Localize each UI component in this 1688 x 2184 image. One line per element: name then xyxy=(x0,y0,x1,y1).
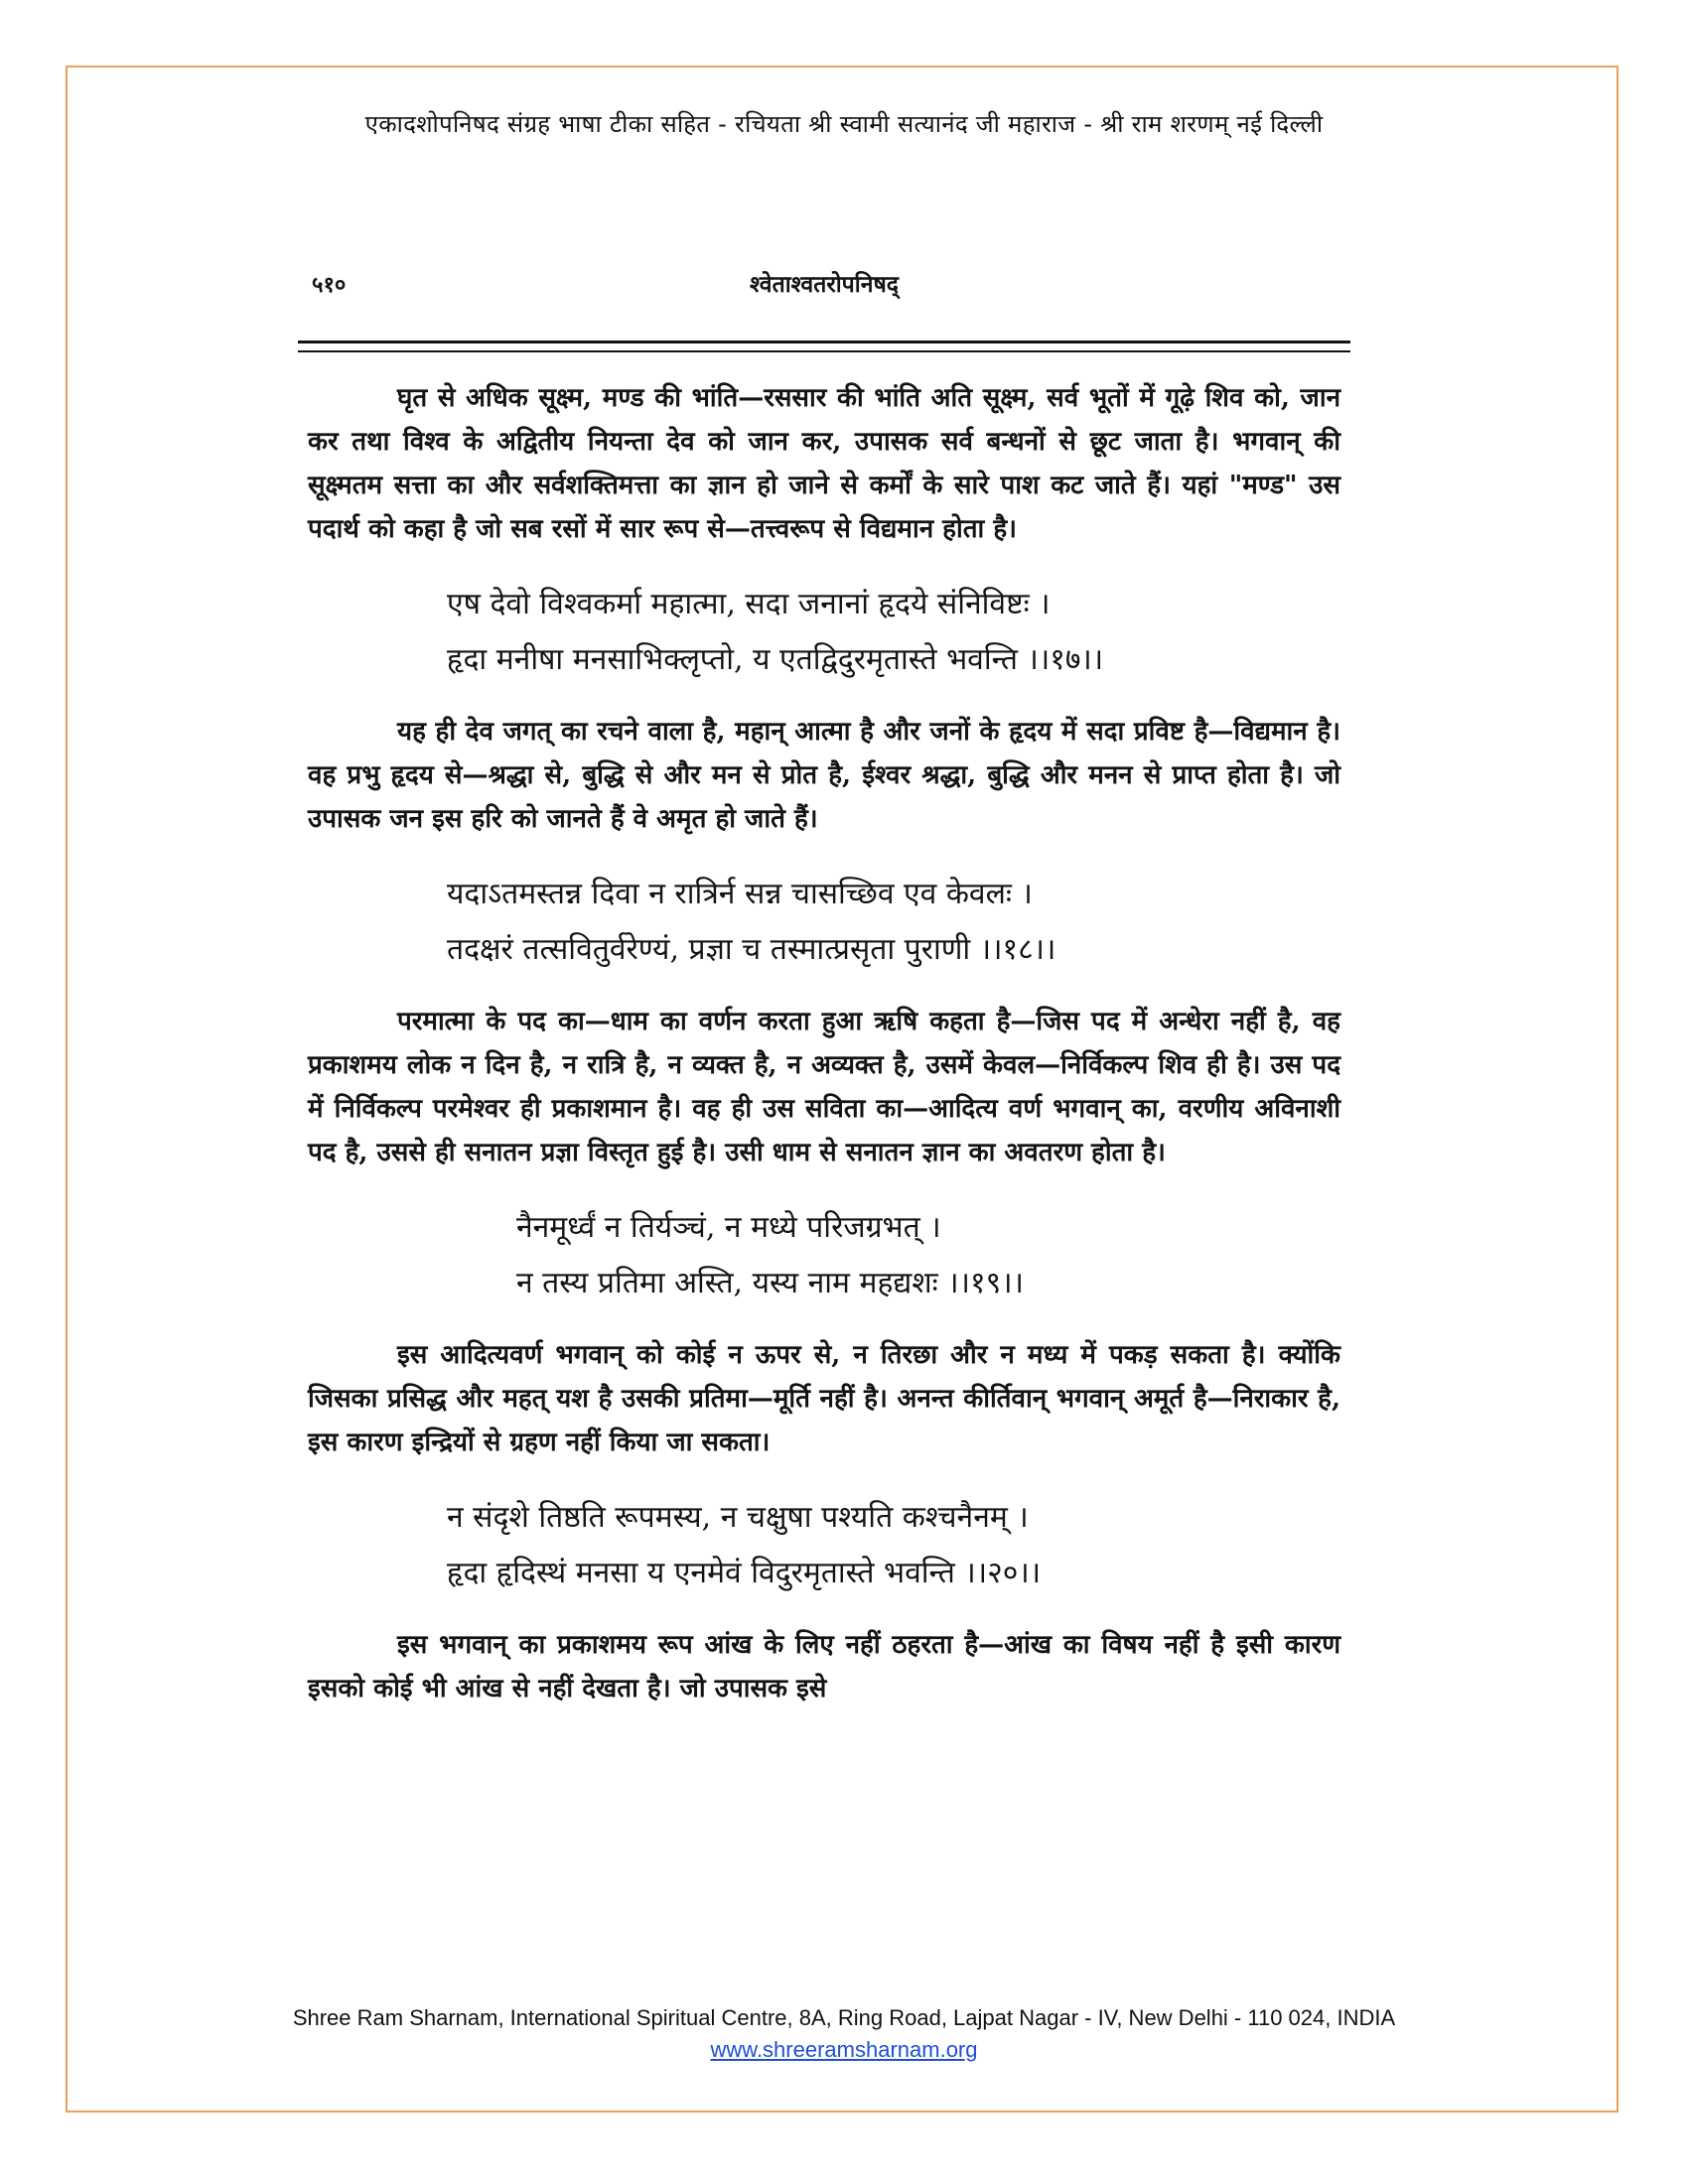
commentary-paragraph: घृत से अधिक सूक्ष्म, मण्ड की भांति—रससार की भांति अति सूक्ष्म, सर्व भूतों में गूढ़े शिव को, जान कर तथा विश्व के अद्वितीय नियन्ता देव को जान कर, उपासक सर्व बन्धनों से छूट जाता है। भगवान् की सूक्ष्मतम सत्ता का और सर्वशक्तिमत्ता का ज्ञान हो जाने से कर्मों के सारे पाश कट जाते हैं। यहां "मण्ड" उस पदार्थ को कहा है जो सब रसों में सार रूप से—तत्त्वरूप से विद्यमान होता है। xyxy=(308,383,1340,544)
commentary-paragraph: इस आदित्यवर्ण भगवान् को कोई न ऊपर से, न तिरछा और न मध्य में पकड़ सकता है। क्योंकि जिसका प्रसिद्ध और महत् यश है उसकी प्रतिमा—मूर्ति नहीं है। अनन्त कीर्तिवान् भगवान् अमूर्त है—निराकार है, इस कारण इन्द्रियों से ग्रहण नहीं किया जा सकता। xyxy=(308,1340,1340,1457)
commentary-paragraph: यह ही देव जगत् का रचने वाला है, महान् आत्मा है और जनों के हृदय में सदा प्रविष्ट है—विद्यमान है। वह प्रभु हृदय से—श्रद्धा से, बुद्धि से और मन से प्रोत है, ईश्वर श्रद्धा, बुद्धि और मनन से प्राप्त होता है। जो उपासक जन इस हरि को जानते हैं वे अमृत हो जाते हैं। xyxy=(308,717,1340,834)
verse-line: हृदा हृदिस्थं मनसा य एनमेवं विदुरमृतास्ते भवन्ति ।।२०।। xyxy=(447,1556,1042,1590)
verse-18 xyxy=(308,867,1340,978)
verse-line: न तस्य प्रतिमा अस्ति, यस्य नाम महद्यशः ।।१९।। xyxy=(516,1266,1024,1300)
verse-line: न संदृशे तिष्ठति रूपमस्य, न चक्षुषा पश्यति कश्चनैनम् । xyxy=(447,1500,1029,1535)
document-header: एकादशोपनिषद संग्रह भाषा टीका सहित - रचियता श्री स्वामी सत्यानंद जी महाराज - श्री राम शरणम् नई दिल्ली xyxy=(364,110,1324,138)
title-rule-thick xyxy=(298,341,1350,343)
page-number: ५१० xyxy=(312,272,347,298)
verse-line: एष देवो विश्वकर्मा महात्मा, सदा जनानां हृदये संनिविष्टः । xyxy=(447,587,1051,621)
verse-line: तदक्षरं तत्सवितुर्वरेण्यं, प्रज्ञा च तस्मात्प्रसृता पुराणी ।।१८।। xyxy=(447,932,1056,967)
verse-20 xyxy=(308,1490,1340,1601)
commentary-paragraph: इस भगवान् का प्रकाशमय रूप आंख के लिए नहीं ठहरता है—आंख का विषय नहीं है इसी कारण इसको कोई भी आंख से नहीं देखता है। जो उपासक इसे xyxy=(308,1630,1340,1704)
verse-line: नैनमूर्ध्वं न तिर्यञ्चं, न मध्ये परिजग्रभत् । xyxy=(516,1210,941,1245)
page-head xyxy=(298,253,1350,309)
verse-line: हृदा मनीषा मनसाभिक्लृप्तो, य एतद्विदुरमृतास्ते भवन्ति ।।१७।। xyxy=(447,642,1104,677)
title-rule-thin xyxy=(298,350,1350,352)
footer-address: Shree Ram Sharnam, International Spiritual Centre, 8A, Ring Road, Lajpat Nagar - IV, New Delhi - 110 024, INDIA xyxy=(292,2005,1396,2030)
verse-19 xyxy=(308,1200,1340,1311)
website-link[interactable]: www.shreeramsharnam.org xyxy=(710,2037,978,2062)
scanned-page xyxy=(298,253,1350,1961)
page-title: श्वेताश्वतरोपनिषद् xyxy=(750,271,899,298)
page-content xyxy=(308,376,1340,1736)
commentary-paragraph: परमात्मा के पद का—धाम का वर्णन करता हुआ ऋषि कहता है—जिस पद में अन्धेरा नहीं है, वह प्रकाशमय लोक न दिन है, न रात्रि है, न व्यक्त है, न अव्यक्त है, उसमें केवल—निर्विकल्प शिव ही है। उस पद में निर्विकल्प परमेश्वर ही प्रकाशमान है। वह ही उस सविता का—आदित्य वर्ण भगवान् का, वरणीय अविनाशी पद है, उससे ही सनातन प्रज्ञा विस्तृत हुई है। उसी धाम से सनातन ज्ञान का अवतरण होता है। xyxy=(308,1007,1340,1167)
verse-line: यदाऽतमस्तन्न दिवा न रात्रिर्न सन्न चासच्छिव एव केवलः । xyxy=(447,877,1033,911)
verse-17 xyxy=(308,577,1340,688)
